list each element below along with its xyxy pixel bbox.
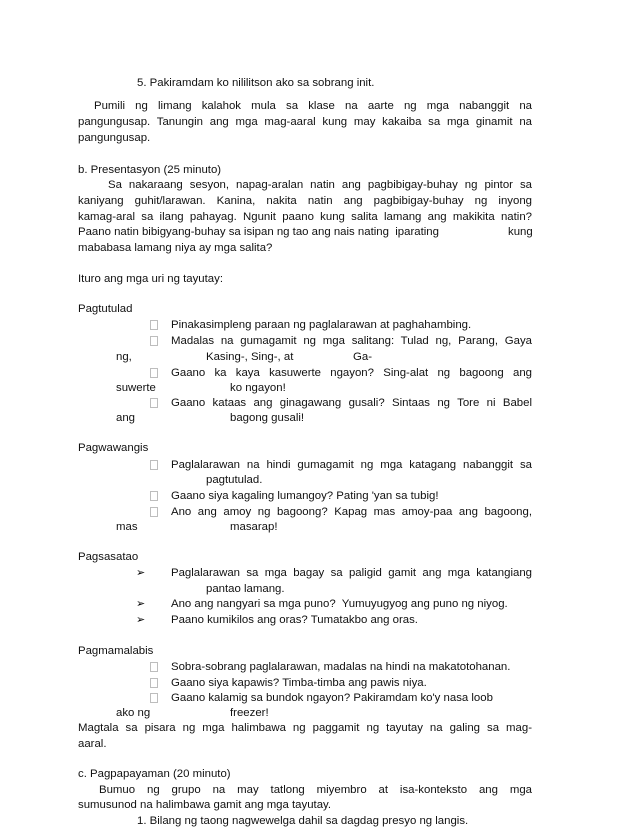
bullet-text: Kasing-, Sing-, at <box>206 351 294 363</box>
checkbox-bullet-icon <box>150 368 158 378</box>
bullet-text: ko ngayon! <box>230 382 286 394</box>
subheading: Pagsasatao <box>78 551 139 563</box>
paragraph-line: kamag-aral sa ilang pahayag. Ngunit paano kung salita lamang ang makikita natin? <box>78 211 532 223</box>
paragraph-line: Paano natin bibigyang-buhay sa isipan ng tao ang nais nating iparating <box>78 226 439 238</box>
bullet-text: masarap! <box>230 521 278 533</box>
checkbox-bullet-icon <box>150 336 158 346</box>
bullet-text: bagong gusali! <box>230 412 305 424</box>
section-heading: c. Pagpapayaman (20 minuto) <box>78 768 231 780</box>
numbered-item: 1. Bilang ng taong nagwewelga dahil sa dagdag presyo ng langis. <box>137 815 469 827</box>
checkbox-bullet-icon <box>150 460 158 470</box>
subheading: Pagtutulad <box>78 303 133 315</box>
bullet-text: Sobra-sobrang paglalarawan, madalas na hindi na makatotohanan. <box>171 661 511 673</box>
arrow-bullet-icon: ➢ <box>136 567 146 579</box>
checkbox-bullet-icon <box>150 507 158 517</box>
paragraph-line: mababasa lamang niya ay mga salita? <box>78 242 273 254</box>
bullet-text: Ga- <box>353 351 372 363</box>
section-heading: b. Presentasyon (25 minuto) <box>78 164 222 176</box>
bullet-text: Ano ang nangyari sa mga puno? Yumuyugyog ang puno ng niyog. <box>171 598 508 610</box>
subheading: Pagwawangis <box>78 442 149 454</box>
checkbox-bullet-icon <box>150 320 158 330</box>
checkbox-bullet-icon <box>150 678 158 688</box>
bullet-text: Madalas na gumagamit ng mga salitang: Tulad ng, Parang, Gaya <box>171 335 532 347</box>
checkbox-bullet-icon <box>150 491 158 501</box>
bullet-text: Gaano kataas ang ginagawang gusali? Sintaas ng Tore ni Babel <box>171 397 532 409</box>
bullet-text: pantao lamang. <box>206 583 285 595</box>
paragraph-line: kaniyang guhit/larawan. Kanina, nakita natin ang pagbibigay-buhay ng inyong <box>78 195 532 207</box>
arrow-bullet-icon: ➢ <box>136 598 146 610</box>
numbered-item: 5. Pakiramdam ko nililitson ako sa sobrang init. <box>137 77 375 89</box>
checkbox-bullet-icon <box>150 693 158 703</box>
subheading: Pagmamalabis <box>78 645 154 657</box>
bullet-text: Paglalarawan sa mga bagay sa paligid gamit ang mga katangiang <box>171 567 532 579</box>
bullet-text: Gaano kalamig sa bundok ngayon? Pakiramdam ko'y nasa loob <box>171 692 493 704</box>
paragraph-line: sumusunod na halimbawa gamit ang mga tayutay. <box>78 799 332 811</box>
paragraph-line: pangungusap. Tanungin ang mga mag-aaral kung may kakaiba sa mga ginamit na <box>78 116 532 128</box>
paragraph-line: Magtala sa pisara ng mga halimbawa ng paggamit ng tayutay na galing sa mag- <box>78 722 532 734</box>
bullet-text: Gaano siya kapawis? Timba-timba ang pawis niya. <box>171 677 427 689</box>
paragraph-line: Ituro ang mga uri ng tayutay: <box>78 273 223 285</box>
bullet-text: ako ng <box>116 707 151 719</box>
bullet-text: freezer! <box>230 707 269 719</box>
bullet-text: Paglalarawan na hindi gumagamit ng mga katagang nabanggit sa <box>171 459 532 471</box>
bullet-text: Gaano ka kaya kasuwerte ngayon? Sing-alat ng bagoong ang <box>171 367 532 379</box>
checkbox-bullet-icon <box>150 398 158 408</box>
paragraph-line: aaral. <box>78 738 107 750</box>
bullet-text: ng, <box>116 351 132 363</box>
bullet-text: pagtutulad. <box>206 474 263 486</box>
bullet-text: suwerte <box>116 382 156 394</box>
bullet-text: Gaano siya kagaling lumangoy? Pating 'yan sa tubig! <box>171 490 439 502</box>
paragraph-line: Pumili ng limang kalahok mula sa klase na aarte ng mga nabanggit na <box>94 100 532 112</box>
paragraph-line: Sa nakaraang sesyon, napag-aralan natin ang pagbibigay-buhay ng pintor sa <box>108 179 532 191</box>
bullet-text: Paano kumikilos ang oras? Tumatakbo ang oras. <box>171 614 418 626</box>
bullet-text: ang <box>116 412 136 424</box>
bullet-text: mas <box>116 521 138 533</box>
arrow-bullet-icon: ➢ <box>136 614 146 626</box>
bullet-text: Pinakasimpleng paraan ng paglalarawan at paghahambing. <box>171 319 472 331</box>
bullet-text: Ano ang amoy ng bagoong? Kapag mas amoy-paa ang bagoong, <box>171 506 532 518</box>
paragraph-line: pangungusap. <box>78 132 151 144</box>
paragraph-line: Bumuo ng grupo na may tatlong miyembro at isa-konteksto ang mga <box>99 784 532 796</box>
paragraph-word: kung <box>508 226 533 238</box>
checkbox-bullet-icon <box>150 662 158 672</box>
